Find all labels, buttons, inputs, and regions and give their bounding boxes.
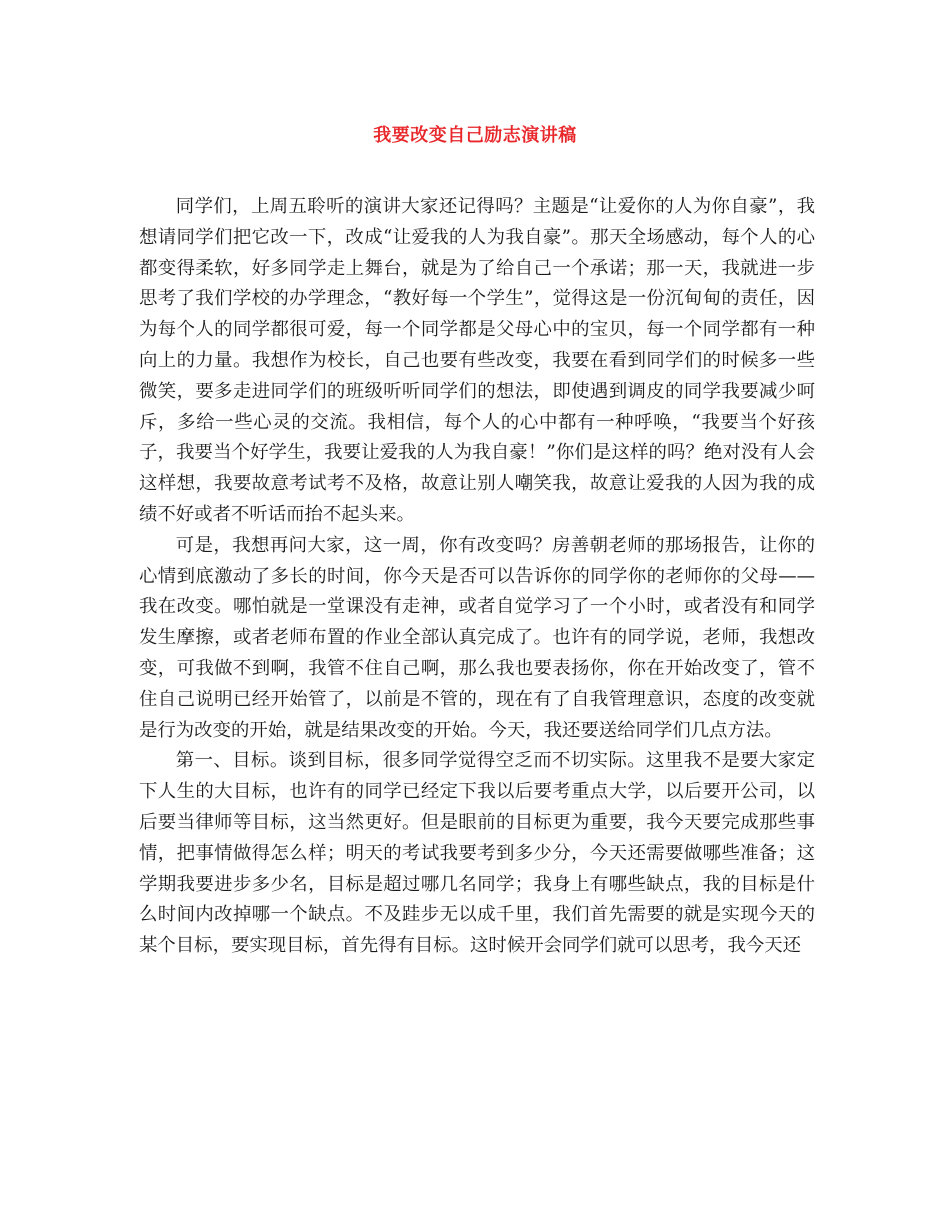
document-body	[139, 192, 815, 962]
paragraph: 同学们，上周五聆听的演讲大家还记得吗？主题是“让爱你的人为你自豪”，我想请同学们把它改一下，改成“让爱我的人为我自豪”。那天全场感动，每个人的心都变得柔软，好多同学走上舞台，就是为了给自己一个承诺；那一天，我就进一步思考了我们学校的办学理念，“教好每一个学生”，觉得这是一份沉甸甸的责任，因为每个人的同学都很可爱，每一个同学都是父母心中的宝贝，每一个同学都有一种向上的力量。我想作为校长，自己也要有些改变，我要在看到同学们的时候多一些微笑，要多走进同学们的班级听听同学们的想法，即使遇到调皮的同学我要减少呵斥，多给一些心灵的交流。我相信，每个人的心中都有一种呼唤，“我要当个好孩子，我要当个好学生，我要让爱我的人为我自豪！”你们是这样的吗？绝对没有人会这样想，我要故意考试考不及格，故意让别人嘲笑我，故意让爱我的人因为我的成绩不好或者不听话而抬不起头来。	[139, 196, 815, 525]
document-title: 我要改变自己励志演讲稿	[373, 125, 577, 146]
paragraph: 第一、目标。谈到目标，很多同学觉得空乏而不切实际。这里我不是要大家定下人生的大目标，也许有的同学已经定下我以后要考重点大学，以后要开公司，以后要当律师等目标，这当然更好。但是眼前的目标更为重要，我今天要完成那些事情，把事情做得怎么样；明天的考试我要考到多少分，今天还需要做哪些准备；这学期我要进步多少名，目标是超过哪几名同学；我身上有哪些缺点，我的目标是什么时间内改掉哪一个缺点。不及跬步无以成千里，我们首先需要的就是实现今天的某个目标，要实现目标，首先得有目标。这时候开会同学们就可以思考，我今天还	[139, 750, 815, 957]
paragraph: 可是，我想再问大家，这一周，你有改变吗？房善朝老师的那场报告，让你的心情到底激动了多长的时间，你今天是否可以告诉你的同学你的老师你的父母——我在改变。哪怕就是一堂课没有走神，或者自觉学习了一个小时，或者没有和同学发生摩擦，或者老师布置的作业全部认真完成了。也许有的同学说，老师，我想改变，可我做不到啊，我管不住自己啊，那么我也要表扬你，你在开始改变了，管不住自己说明已经开始管了，以前是不管的，现在有了自我管理意识，态度的改变就是行为改变的开始，就是结果改变的开始。今天，我还要送给同学们几点方法。	[139, 534, 815, 741]
